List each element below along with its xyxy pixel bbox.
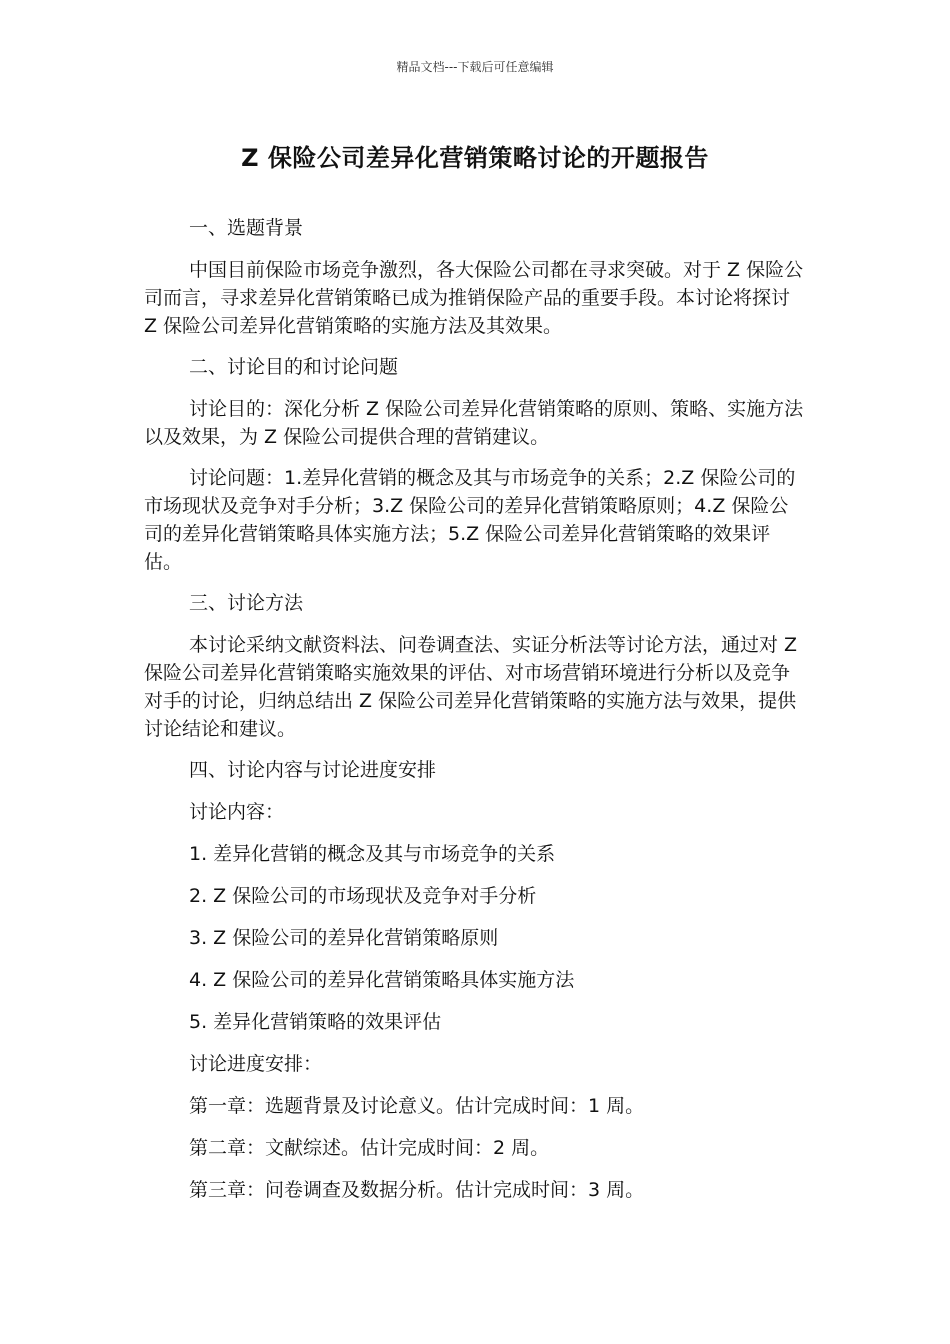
purpose-paragraph: 讨论目的：深化分析 Z 保险公司差异化营销策略的原则、策略、实施方法以及效果，为 Z 保险公司提供合理的营销建议。 — [144, 398, 804, 448]
section-heading-content-schedule: 四、讨论内容与讨论进度安排 — [189, 759, 437, 781]
document-body — [144, 214, 804, 1218]
section-heading-background: 一、选题背景 — [189, 217, 304, 239]
schedule-label: 讨论进度安排： — [189, 1053, 323, 1075]
background-paragraph: 中国目前保险市场竞争激烈，各大保险公司都在寻求突破。对于 Z 保险公司而言，寻求差异化营销策略已成为推销保险产品的重要手段。本讨论将探讨 Z 保险公司差异化营销策略的实施方法及其效果。 — [144, 259, 804, 337]
section-heading-method: 三、讨论方法 — [189, 592, 304, 614]
schedule-item: 第一章：选题背景及讨论意义。估计完成时间：1 周。 — [189, 1095, 645, 1117]
schedule-item: 第三章：问卷调查及数据分析。估计完成时间：3 周。 — [189, 1179, 645, 1201]
content-item: 2. Z 保险公司的市场现状及竞争对手分析 — [189, 885, 537, 907]
method-paragraph: 本讨论采纳文献资料法、问卷调查法、实证分析法等讨论方法，通过对 Z 保险公司差异化营销策略实施效果的评估、对市场营销环境进行分析以及竞争对手的讨论，归纳总结出 Z 保险公司差异化营销策略的实施方法与效果，提供讨论结论和建议。 — [144, 634, 798, 740]
content-item: 5. 差异化营销策略的效果评估 — [189, 1011, 442, 1033]
questions-paragraph: 讨论问题：1.差异化营销的概念及其与市场竞争的关系；2.Z 保险公司的市场现状及竞争对手分析；3.Z 保险公司的差异化营销策略原则；4.Z 保险公司的差异化营销策略具体实施方法；5.Z 保险公司差异化营销策略的效果评估。 — [144, 467, 796, 573]
content-item: 3. Z 保险公司的差异化营销策略原则 — [189, 927, 499, 949]
schedule-item: 第二章：文献综述。估计完成时间：2 周。 — [189, 1137, 550, 1159]
content-item: 4. Z 保险公司的差异化营销策略具体实施方法 — [189, 969, 575, 991]
document-title: Z 保险公司差异化营销策略讨论的开题报告 — [241, 144, 709, 172]
content-label: 讨论内容： — [189, 801, 285, 823]
section-heading-purpose: 二、讨论目的和讨论问题 — [189, 356, 399, 378]
content-item: 1. 差异化营销的概念及其与市场竞争的关系 — [189, 843, 556, 865]
document-header-note: 精品文档---下载后可任意编辑 — [396, 60, 554, 74]
